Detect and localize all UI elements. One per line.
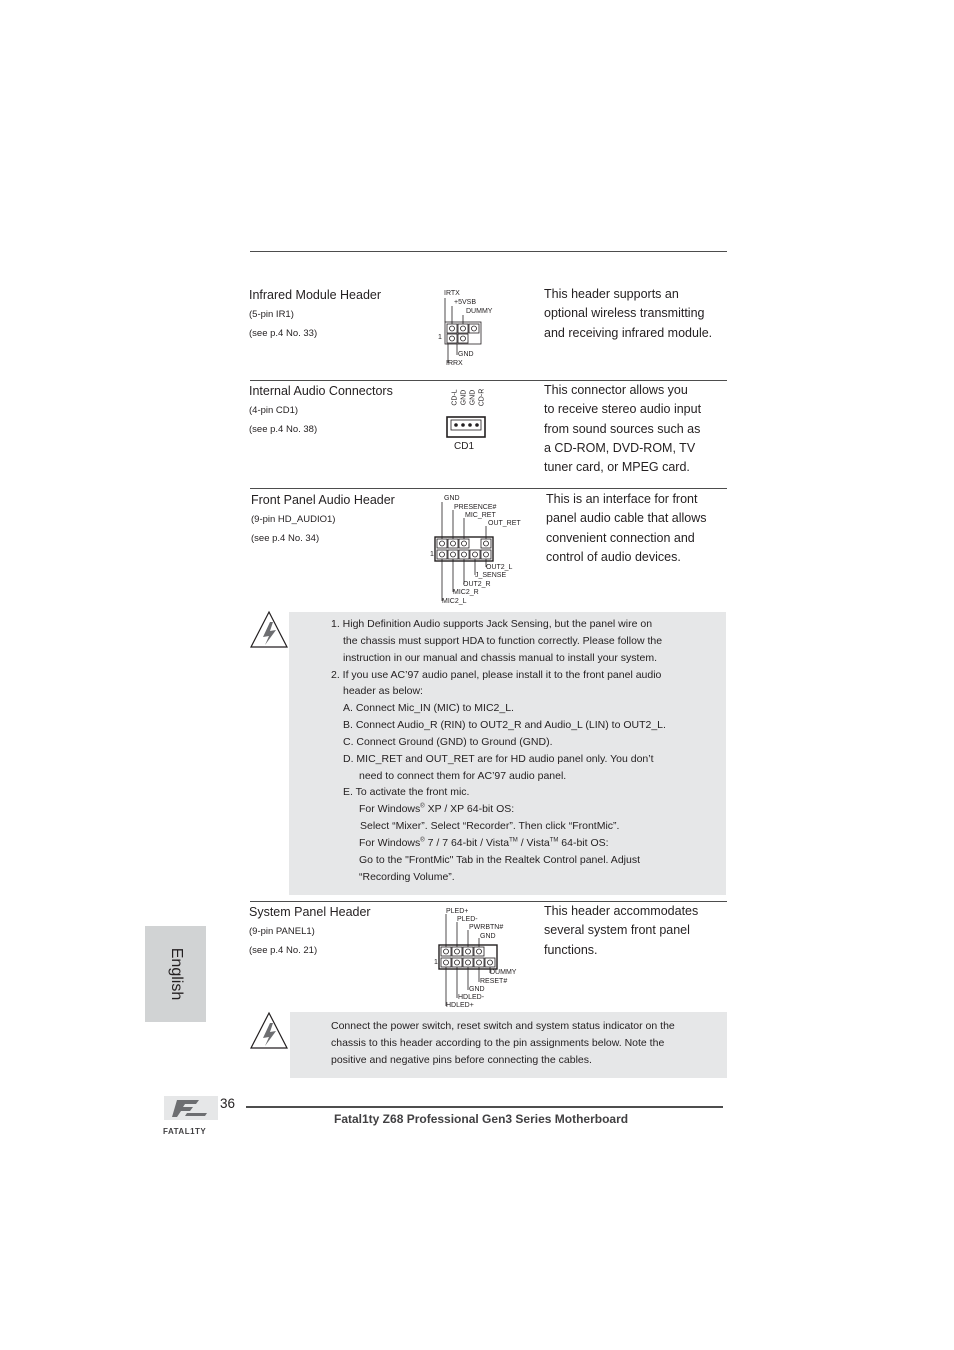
panel-pins: (9-pin PANEL1) xyxy=(249,926,315,937)
cd-name: CD1 xyxy=(454,441,475,452)
audio-warning-icon xyxy=(249,610,289,650)
panel-ref: (see p.4 No. 21) xyxy=(249,945,318,956)
hd-audio-title: Front Panel Audio Header xyxy=(251,493,395,507)
ir-pin-drawing xyxy=(438,288,538,372)
cd-pins: (4-pin CD1) xyxy=(249,405,299,416)
cd-description: This connector allows you to receive stereo audio input from sound sources such as a CD-ROM, DVD-ROM, TV tuner card, or MPEG card. xyxy=(544,383,702,475)
win-xp-line: For Windows® XP / XP 64-bit OS: xyxy=(359,803,515,815)
hd-audio-ref: (see p.4 No. 34) xyxy=(251,533,320,544)
hd-audio-pins: (9-pin HD_AUDIO1) xyxy=(251,514,336,525)
divider-2 xyxy=(250,488,727,489)
logo-text: FATAL1TY xyxy=(163,1127,207,1136)
panel-title: System Panel Header xyxy=(249,905,371,919)
cd-ref: (see p.4 No. 38) xyxy=(249,424,318,435)
hd-audio-description: This is an interface for front panel audio cable that allows convenient connection and control of audio devices. xyxy=(546,492,707,564)
language-label: English xyxy=(167,947,185,1001)
fatal1ty-logo-mark xyxy=(163,1095,219,1121)
page-number: 36 xyxy=(220,1096,236,1111)
ir-header-diagram: IRTX +5VSB DUMMY GND IRRX 1 xyxy=(438,288,538,372)
cd-title: Internal Audio Connectors xyxy=(249,384,393,398)
fatal1ty-logo xyxy=(163,1095,219,1135)
top-rule xyxy=(250,251,727,252)
panel-note: Connect the power switch, reset switch and system status indicator on the chassis to this header according to the pin assignments below. Note the positive and negative pins before connecting the cables. xyxy=(290,1012,727,1078)
win7-line: For Windows® 7 / 7 64-bit / Vista™ / Vista™ 64-bit OS: xyxy=(359,837,609,849)
footer-rule xyxy=(246,1106,723,1108)
cd-pin-drawing xyxy=(444,388,494,440)
ir-pins: (5-pin IR1) xyxy=(249,309,294,320)
hd-audio-pin-drawing xyxy=(430,494,530,610)
panel-description: This header accommodates several system front panel functions. xyxy=(544,904,699,957)
system-panel-diagram: PLED+ PLED- PWRBTN# GND DUMMY RESET# GND HDLED- HDLED+ 1 xyxy=(434,907,534,1011)
system-panel-pin-drawing xyxy=(434,907,534,1011)
panel-warning-icon xyxy=(249,1011,289,1051)
ir-title: Infrared Module Header xyxy=(249,288,382,302)
ir-description: This header supports an optional wireless transmitting and receiving infrared module. xyxy=(544,287,713,340)
ir-ref: (see p.4 No. 33) xyxy=(249,328,318,339)
language-tab xyxy=(145,926,206,1022)
cd-connector-diagram: CD-L GND GND CD-R CD1 xyxy=(444,388,494,456)
audio-note: 1. High Definition Audio supports Jack Sensing, but the panel wire on the chassis must support HDA to function correctly. Please follow the instruction in our manual and chassis manual to install your system. 2. If you use AC’97 audio panel, please install it to the front panel audio header as below: A. Connect Mic_IN (MIC) to MIC2_L. B. Connect Audio_R (RIN) to OUT2_R and Audio_L (LIN) to OUT2_L. C. Connect Ground (GND) to Ground (GND). D. MIC_RET and OUT_RET are for HD audio panel only. You don’t need to connect them for AC’97 audio panel. E. To activate the front mic. For Windows® XP / XP 64-bit OS: Select “Mixer”. Select “Recorder”. Then click “FrontMic”. For Windows® 7 / 7 64-bit / Vista™ / Vista™ 64-bit OS: Go to the "FrontMic" Tab in the Realtek Control panel. Adjust “Recording Volume”. xyxy=(289,612,726,895)
footer-title: Fatal1ty Z68 Professional Gen3 Series Motherboard xyxy=(334,1112,629,1126)
hd-audio-diagram: GND PRESENCE# MIC_RET OUT_RET OUT2_L J_SENSE OUT2_R MIC2_R MIC2_L 1 xyxy=(430,494,530,610)
